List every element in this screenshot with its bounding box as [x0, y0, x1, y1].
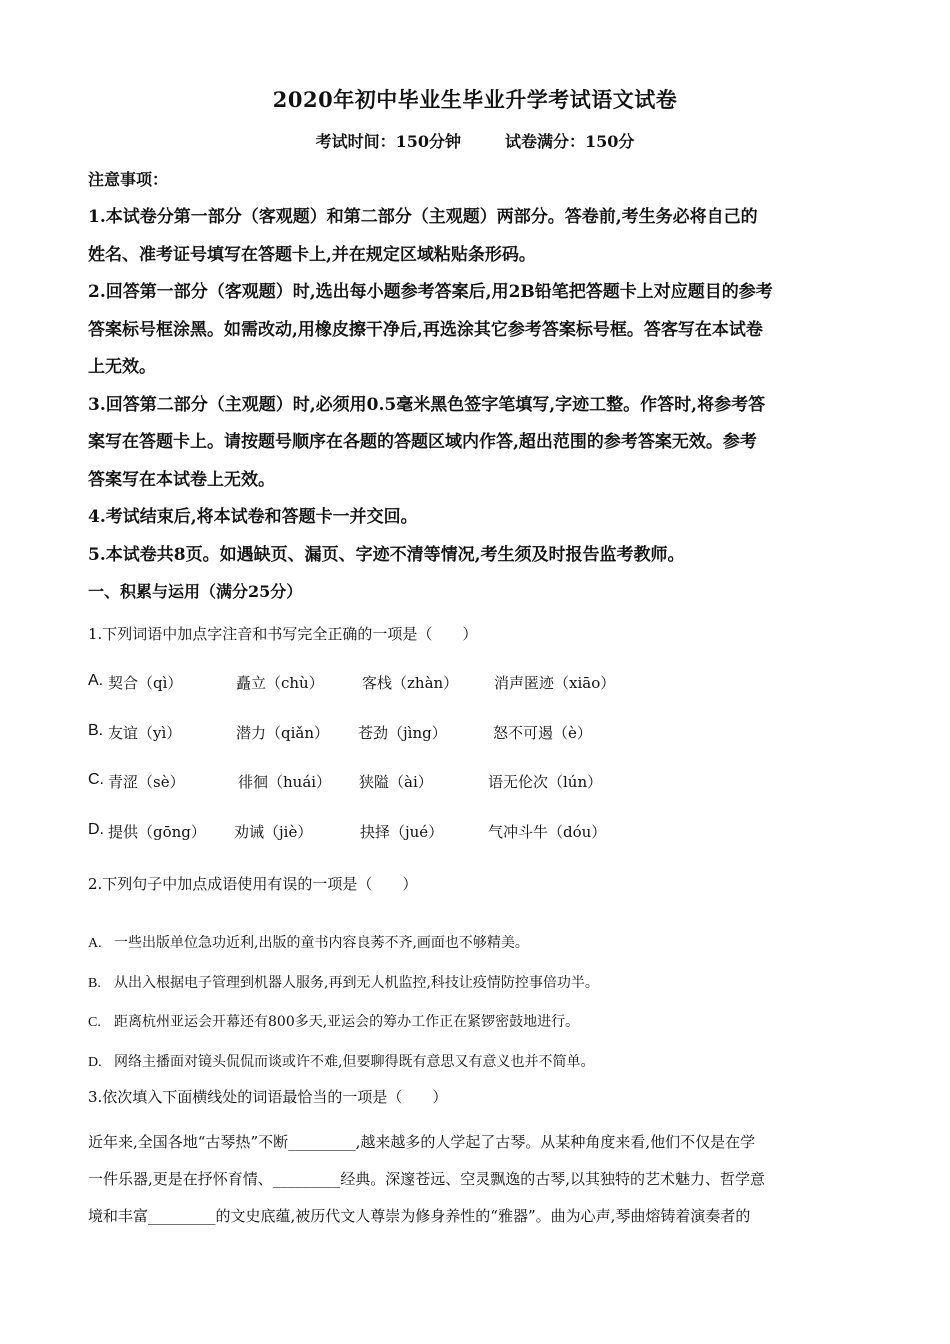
passage-line: 近年来,全国各地“古琴热”不断_________,越来越多的人学起了古琴。从某种角度来看,他们不仅是在学 [88, 1133, 756, 1151]
notes-line: 答案标号框涂黑。如需改动,用橡皮擦干净后,再选涂其它参考答案标号框。答客写在本试卷 [88, 319, 763, 340]
notes-line: 2.回答第一部分（客观题）时,选出每小题参考答案后,用2B铅笔把答题卡上对应题目的参考 [88, 282, 773, 302]
option-letter: A. [88, 936, 102, 951]
notes-line: 姓名、准考证号填写在答题卡上,并在规定区域粘贴条形码。 [88, 244, 536, 265]
option-word: 消声匿迹（xiāo） [494, 674, 616, 692]
option-word: 狭隘（ài） [359, 773, 433, 791]
option-word: 语无伦次（lún） [488, 773, 603, 791]
notes-line: 3.回答第二部分（主观题）时,必须用0.5毫米黑色签字笔填写,字迹工整。作答时,将参考答 [88, 394, 766, 415]
exam-full-score: 试卷满分：150分 [505, 132, 635, 151]
passage-line: 一件乐器,更是在抒怀育情、_________经典。深邃苍远、空灵飘逸的古琴,以其独特的艺术魅力、哲学意 [88, 1170, 766, 1188]
option-word: 契合（qì） [108, 674, 183, 692]
option-letter: D. [88, 821, 104, 838]
option-word: 怒不可遏（è） [493, 724, 592, 742]
option-text: 距离杭州亚运会开幕还有800多天,亚运会的筹办工作正在紧锣密鼓地进行。 [114, 1014, 580, 1030]
option-word: 苍劲（jìng） [358, 724, 447, 742]
option-letter: C. [88, 1015, 101, 1030]
question-1-option-d [88, 821, 863, 849]
notes-line: 1.本试卷分第一部分（客观题）和第二部分（主观题）两部分。答卷前,考生务必将自己的 [88, 207, 758, 227]
question-2-option-d [88, 1043, 863, 1083]
notes-heading: 注意事项： [88, 170, 169, 189]
option-word: 提供（gōng） [108, 823, 206, 841]
option-text: 一些出版单位急功近利,出版的童书内容良莠不齐,画面也不够精美。 [114, 935, 529, 951]
question-2-options [88, 924, 863, 1082]
exam-duration: 考试时间：150分钟 [315, 132, 461, 151]
notes-line: 案写在答题卡上。请按题号顺序在各题的答题区域内作答,超出范围的参考答案无效。参考 [88, 432, 757, 452]
option-letter: C. [88, 771, 104, 788]
option-word: 劝诫（jiè） [234, 823, 313, 841]
question-1-stem: 1.下列词语中加点字注音和书写完全正确的一项是（ ） [88, 625, 478, 643]
option-letter: D. [88, 1054, 102, 1070]
question-2-option-c [88, 1003, 863, 1043]
notes-list [88, 199, 863, 574]
question-2-option-b [88, 964, 863, 1004]
question-1-option-c [88, 771, 863, 799]
question-2-option-a [88, 924, 863, 964]
option-letter: A. [88, 672, 104, 689]
notes-line: 4.考试结束后,将本试卷和答题卡一并交回。 [88, 507, 418, 527]
option-word: 抉择（jué） [360, 823, 444, 841]
section-heading: 一、积累与运用（满分25分） [88, 582, 303, 601]
passage-line: 境和丰富_________的文史底蕴,被历代文人尊崇为修身养性的“雅器”。曲为心声,琴曲熔铸着演奏者的 [88, 1207, 751, 1225]
notes-line: 答案写在本试卷上无效。 [88, 469, 275, 490]
exam-title: 2020年初中毕业生毕业升学考试语文试卷 [272, 87, 678, 112]
question-1-option-a [88, 672, 863, 700]
option-text: 从出入根据电子管理到机器人服务,再到无人机监控,科技让疫情防控事倍功半。 [114, 974, 599, 991]
exam-meta [0, 129, 950, 152]
option-word: 友谊（yì） [108, 724, 182, 742]
question-3-stem: 3.依次填入下面横线处的词语最恰当的一项是（ ） [88, 1088, 448, 1106]
option-letter: B. [88, 722, 104, 739]
notes-line: 上无效。 [88, 357, 156, 377]
notes-line: 5.本试卷共8页。如遇缺页、漏页、字迹不清等情况,考生须及时报告监考教师。 [88, 544, 685, 565]
option-word: 徘徊（huái） [238, 773, 332, 791]
option-word: 气冲斗牛（dóu） [488, 823, 607, 841]
option-letter: B. [88, 975, 101, 991]
question-3-passage [88, 1124, 863, 1235]
question-1-option-b [88, 722, 863, 750]
option-word: 潜力（qiǎn） [236, 724, 330, 742]
option-word: 客栈（zhàn） [362, 674, 459, 692]
option-text: 网络主播面对镜头侃侃而谈或许不难,但要聊得既有意思又有意义也并不简单。 [114, 1053, 595, 1070]
question-2-stem: 2.下列句子中加点成语使用有误的一项是（ ） [88, 875, 418, 893]
option-word: 青涩（sè） [108, 773, 185, 791]
option-word: 矗立（chù） [236, 674, 324, 692]
